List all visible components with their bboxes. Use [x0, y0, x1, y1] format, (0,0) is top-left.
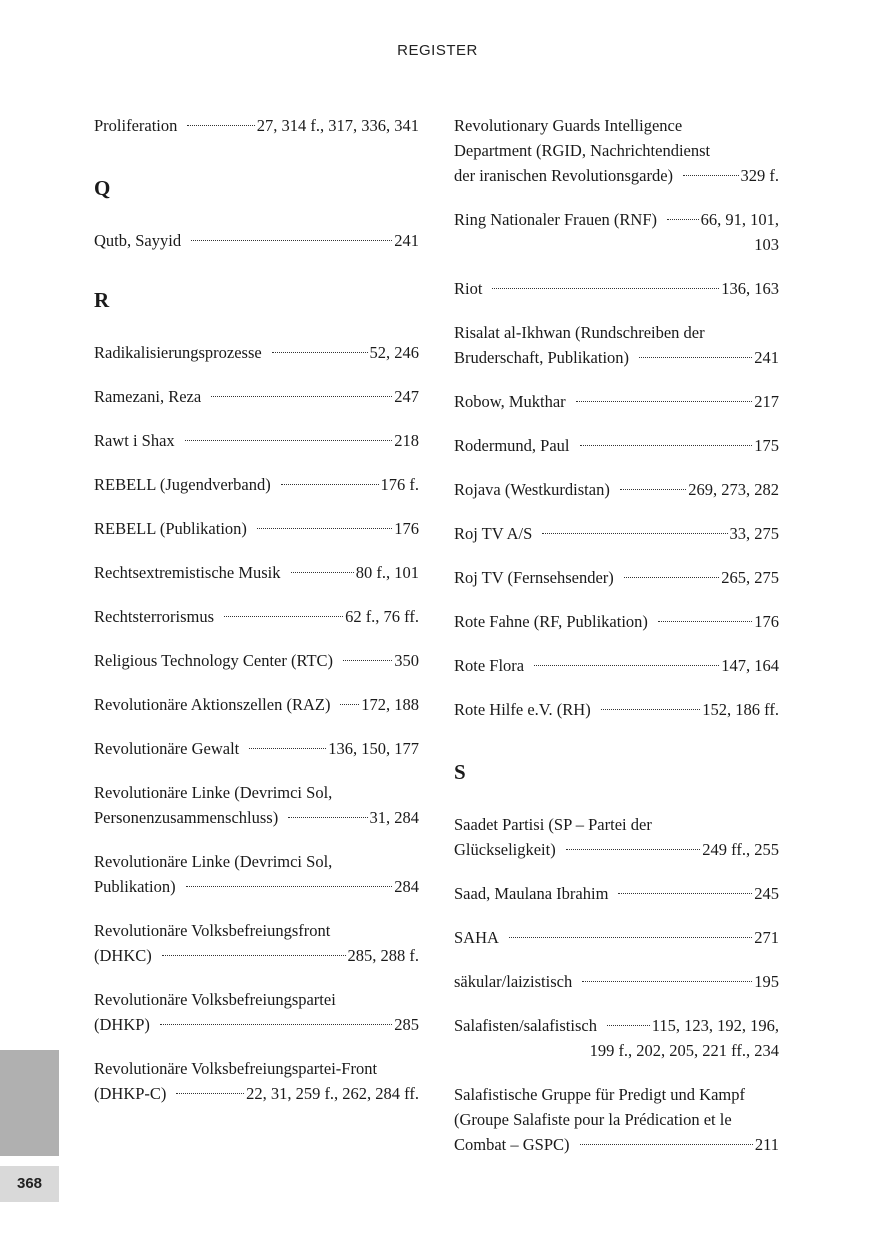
- dot-leader: [272, 352, 368, 353]
- index-entry-page-refs: 211: [754, 1135, 779, 1154]
- index-entry: [94, 849, 419, 899]
- index-entry: [94, 113, 419, 138]
- dot-leader: [580, 445, 753, 446]
- index-entry-final-line: [454, 389, 779, 414]
- index-entry-term: Rodermund, Paul: [454, 436, 570, 455]
- index-entry-term: Radikalisierungsprozesse: [94, 343, 262, 362]
- index-entry: [94, 918, 419, 968]
- dot-leader: [576, 401, 753, 402]
- index-entry-page-refs: 217: [754, 392, 779, 411]
- index-entry-final-line: [94, 604, 419, 629]
- index-entry-page-refs: 80 f., 101: [355, 563, 419, 582]
- index-entry-final-line: [94, 874, 419, 899]
- index-entry-page-refs: 247: [394, 387, 419, 406]
- index-entry: [94, 692, 419, 717]
- index-entry-term: Ring Nationaler Frauen (RNF): [454, 210, 658, 229]
- dot-leader: [160, 1024, 392, 1025]
- index-entry-page-refs: 350: [394, 651, 419, 670]
- index-entry-page-refs: 218: [394, 431, 419, 450]
- index-entry-term: Glückseligkeit): [454, 840, 556, 859]
- index-entry-final-line: [454, 653, 779, 678]
- index-entry: [94, 987, 419, 1037]
- index-entry: [94, 340, 419, 365]
- index-entry-page-refs: 245: [754, 884, 779, 903]
- index-entry-page-refs: 195: [754, 972, 779, 991]
- index-entry-term: Rote Flora: [454, 656, 525, 675]
- index-entry-term: Ramezani, Reza: [94, 387, 202, 406]
- index-entry-final-line: [94, 736, 419, 761]
- index-entry-page-refs-continued: 103: [754, 235, 779, 254]
- index-entry-final-line: [454, 207, 779, 232]
- index-entry-term: Salafisten/salafistisch: [454, 1016, 597, 1035]
- index-entry-term: Rote Hilfe e.V. (RH): [454, 700, 591, 719]
- index-column-left: [94, 113, 419, 1125]
- index-entry: [94, 516, 419, 541]
- index-entry-term-line: (Groupe Salafiste pour la Prédication et le: [454, 1110, 732, 1129]
- index-entry: [94, 428, 419, 453]
- dot-leader: [492, 288, 719, 289]
- index-entry-final-line: [454, 433, 779, 458]
- dot-leader: [191, 240, 392, 241]
- index-entry-term: säkular/laizistisch: [454, 972, 573, 991]
- index-entry-final-line: [454, 345, 779, 370]
- index-entry: [94, 736, 419, 761]
- index-entry-term: REBELL (Publikation): [94, 519, 247, 538]
- index-entry-term: Qutb, Sayyid: [94, 231, 182, 250]
- index-entry-page-refs: 249 ff., 255: [702, 840, 779, 859]
- index-entry-final-line: [94, 516, 419, 541]
- index-entry-final-line: [94, 692, 419, 717]
- index-entry-final-line: [94, 805, 419, 830]
- dot-leader: [580, 1144, 753, 1145]
- index-entry-term-line: Revolutionary Guards Intelligence: [454, 116, 683, 135]
- index-entry-page-refs: 271: [754, 928, 779, 947]
- index-entry-term: Robow, Mukthar: [454, 392, 566, 411]
- index-entry: [454, 609, 779, 634]
- index-entry-term: Rojava (Westkurdistan): [454, 480, 610, 499]
- dot-leader: [185, 440, 393, 441]
- dot-leader: [618, 893, 752, 894]
- index-entry-final-line: [94, 1012, 419, 1037]
- index-entry-term: Rawt i Shax: [94, 431, 175, 450]
- dot-leader: [620, 489, 686, 490]
- index-entry-final-line: [94, 384, 419, 409]
- index-entry-page-refs: 176 f.: [380, 475, 419, 494]
- index-entry-term: Rechtsterrorismus: [94, 607, 215, 626]
- index-entry-final-line: [94, 113, 419, 138]
- index-entry: [454, 697, 779, 722]
- index-entry: [94, 560, 419, 585]
- index-entry: [94, 648, 419, 673]
- index-entry-term-line: Revolutionäre Linke (Devrimci Sol,: [94, 852, 333, 871]
- index-entry-final-line: [94, 428, 419, 453]
- index-entry-page-refs: 62 f., 76 ff.: [345, 607, 419, 626]
- index-section-letter: R: [94, 288, 110, 312]
- index-entry-term-line: Revolutionäre Linke (Devrimci Sol,: [94, 783, 333, 802]
- index-entry-final-line: [454, 1132, 779, 1157]
- index-entry: [94, 472, 419, 497]
- index-entry-page-refs: 329 f.: [740, 166, 779, 185]
- index-entry: [454, 521, 779, 546]
- index-entry: [454, 433, 779, 458]
- dot-leader: [257, 528, 392, 529]
- index-entry-final-line: [94, 472, 419, 497]
- index-entry-term-line: Revolutionäre Volksbefreiungsfront: [94, 921, 331, 940]
- index-entry-page-refs: 136, 150, 177: [328, 739, 419, 758]
- index-entry-page-refs: 22, 31, 259 f., 262, 284 ff.: [246, 1084, 419, 1103]
- index-entry: [94, 228, 419, 253]
- index-entry-term: Combat – GSPC): [454, 1135, 570, 1154]
- index-entry-final-line: [454, 477, 779, 502]
- index-entry-final-line: [94, 228, 419, 253]
- index-entry-page-refs: 241: [394, 231, 419, 250]
- index-entry-page-refs: 27, 314 f., 317, 336, 341: [256, 116, 419, 135]
- index-entry-final-line: [94, 340, 419, 365]
- index-entry-term-line: Department (RGID, Nachrichtendienst: [454, 141, 711, 160]
- index-entry-final-line: [454, 1013, 779, 1038]
- index-entry-final-line: [94, 648, 419, 673]
- index-entry-term: Roj TV (Fernsehsender): [454, 568, 614, 587]
- index-entry-page-refs: 176: [754, 612, 779, 631]
- dot-leader: [607, 1025, 650, 1026]
- index-section-letter: S: [454, 760, 466, 784]
- index-entry-term: Rote Fahne (RF, Publikation): [454, 612, 648, 631]
- index-entry-term-line: Revolutionäre Volksbefreiungspartei-Front: [94, 1059, 378, 1078]
- dot-leader: [582, 981, 752, 982]
- dot-leader: [601, 709, 701, 710]
- index-entry-page-refs: 269, 273, 282: [688, 480, 779, 499]
- index-entry: [454, 207, 779, 257]
- index-entry-term: (DHKP): [94, 1015, 150, 1034]
- index-entry-final-line: [94, 1081, 419, 1106]
- thumb-index-tab: [0, 1050, 59, 1156]
- index-entry-page-refs: 172, 188: [361, 695, 419, 714]
- index-entry: [454, 653, 779, 678]
- index-entry-term: Saad, Maulana Ibrahim: [454, 884, 609, 903]
- index-entry: [454, 320, 779, 370]
- index-entry-page-refs: 285: [394, 1015, 419, 1034]
- dot-leader: [249, 748, 326, 749]
- index-entry-page-refs: 152, 186 ff.: [702, 700, 779, 719]
- index-entry-term: (DHKC): [94, 946, 152, 965]
- index-entry-page-refs: 52, 246: [369, 343, 419, 362]
- dot-leader: [683, 175, 738, 176]
- dot-leader: [509, 937, 752, 938]
- index-entry-term-line: Revolutionäre Volksbefreiungspartei: [94, 990, 336, 1009]
- index-entry-term: Revolutionäre Aktionszellen (RAZ): [94, 695, 331, 714]
- index-entry-page-refs: 66, 91, 101,: [700, 210, 779, 229]
- index-entry-final-line: [454, 697, 779, 722]
- index-entry: [454, 1082, 779, 1157]
- index-entry: [454, 477, 779, 502]
- index-entry: [454, 113, 779, 188]
- index-entry: [454, 969, 779, 994]
- index-entry-page-refs: 175: [754, 436, 779, 455]
- index-entry-term-line: Salafistische Gruppe für Predigt und Kampf: [454, 1085, 745, 1104]
- index-entry-page-refs: 285, 288 f.: [347, 946, 419, 965]
- index-entry-page-refs: 176: [394, 519, 419, 538]
- dot-leader: [186, 886, 393, 887]
- dot-leader: [667, 219, 699, 220]
- index-entry-page-refs: 147, 164: [721, 656, 779, 675]
- index-entry-term-line: Risalat al-Ikhwan (Rundschreiben der: [454, 323, 705, 342]
- running-header: REGISTER: [397, 42, 478, 59]
- index-entry-final-line: [454, 881, 779, 906]
- index-entry-final-line: [454, 609, 779, 634]
- dot-leader: [340, 704, 359, 705]
- index-entry-page-refs: 33, 275: [729, 524, 779, 543]
- index-entry-page-refs: 136, 163: [721, 279, 779, 298]
- index-entry-page-refs: 241: [754, 348, 779, 367]
- dot-leader: [658, 621, 752, 622]
- index-entry-final-line: [454, 565, 779, 590]
- dot-leader: [624, 577, 719, 578]
- index-entry-term: SAHA: [454, 928, 499, 947]
- dot-leader: [534, 665, 719, 666]
- index-entry: [454, 812, 779, 862]
- index-entry: [454, 881, 779, 906]
- index-entry-term: (DHKP-C): [94, 1084, 167, 1103]
- index-entry-page-refs: 31, 284: [369, 808, 419, 827]
- index-entry-term: Personenzusammenschluss): [94, 808, 279, 827]
- index-entry-page-refs: 265, 275: [721, 568, 779, 587]
- index-entry-term: Proliferation: [94, 116, 178, 135]
- dot-leader: [288, 817, 367, 818]
- index-entry-final-line: [454, 163, 779, 188]
- dot-leader: [224, 616, 343, 617]
- dot-leader: [291, 572, 354, 573]
- index-entry-final-line: [454, 925, 779, 950]
- index-entry-term: Bruderschaft, Publikation): [454, 348, 630, 367]
- dot-leader: [281, 484, 379, 485]
- index-entry-page-refs: 284: [394, 877, 419, 896]
- page-number: 368: [0, 1166, 59, 1202]
- index-entry-page-refs: 115, 123, 192, 196,: [651, 1016, 779, 1035]
- index-entry: [454, 565, 779, 590]
- index-entry-term: der iranischen Revolutionsgarde): [454, 166, 674, 185]
- index-entry: [454, 925, 779, 950]
- index-entry-term: Religious Technology Center (RTC): [94, 651, 334, 670]
- dot-leader: [343, 660, 392, 661]
- index-entry-term-line: Saadet Partisi (SP – Partei der: [454, 815, 652, 834]
- dot-leader: [187, 125, 254, 126]
- index-entry-term: Rechtsextremistische Musik: [94, 563, 281, 582]
- index-entry: [94, 604, 419, 629]
- index-entry: [454, 276, 779, 301]
- index-entry: [94, 1056, 419, 1106]
- index-entry-final-line: [94, 943, 419, 968]
- index-entry-final-line: [454, 837, 779, 862]
- index-column-right: [454, 113, 779, 1176]
- index-entry: [454, 389, 779, 414]
- dot-leader: [162, 955, 346, 956]
- index-entry: [454, 1013, 779, 1063]
- index-entry: [94, 384, 419, 409]
- dot-leader: [542, 533, 727, 534]
- dot-leader: [211, 396, 392, 397]
- index-entry-term: REBELL (Jugendverband): [94, 475, 271, 494]
- index-section-letter: Q: [94, 176, 111, 200]
- index-entry-final-line: [454, 969, 779, 994]
- index-entry: [94, 780, 419, 830]
- index-entry-final-line: [454, 521, 779, 546]
- index-entry-term: Revolutionäre Gewalt: [94, 739, 240, 758]
- index-entry-final-line: [454, 276, 779, 301]
- index-entry-final-line: [94, 560, 419, 585]
- index-entry-term: Riot: [454, 279, 483, 298]
- dot-leader: [566, 849, 701, 850]
- dot-leader: [176, 1093, 244, 1094]
- index-entry-term: Roj TV A/S: [454, 524, 533, 543]
- index-entry-page-refs-continued: 199 f., 202, 205, 221 ff., 234: [589, 1041, 779, 1060]
- index-entry-term: Publikation): [94, 877, 176, 896]
- dot-leader: [639, 357, 752, 358]
